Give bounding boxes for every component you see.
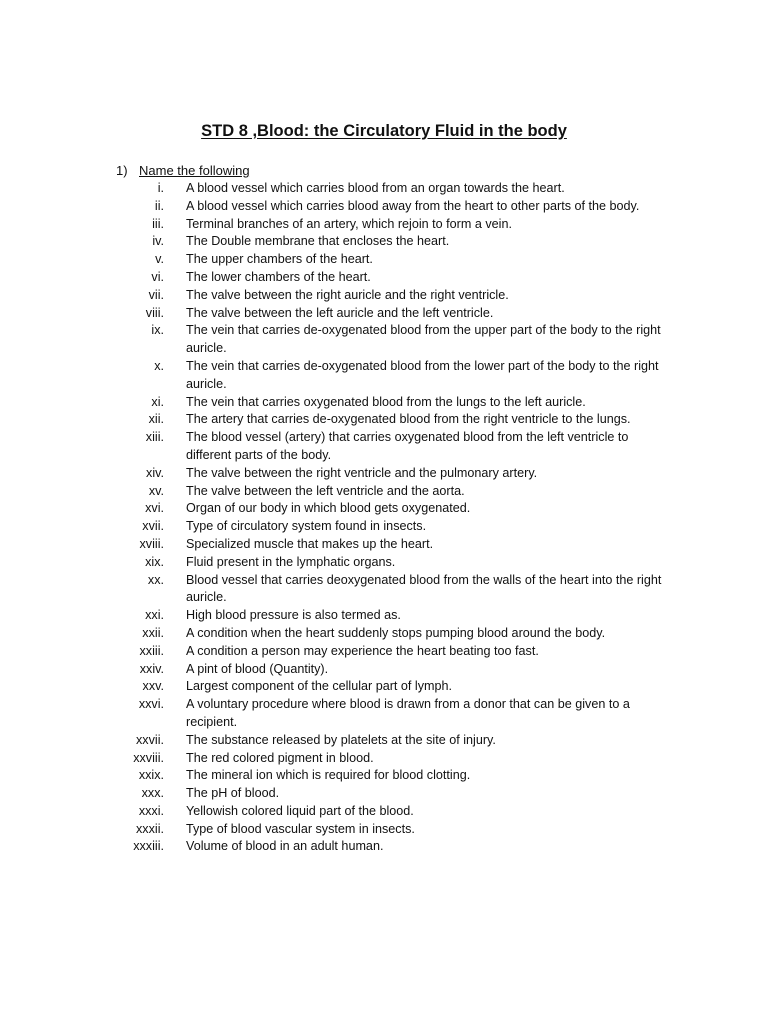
list-item [116, 269, 676, 287]
list-item [116, 607, 676, 625]
list-item [116, 483, 676, 501]
item-text: The pH of blood. [186, 786, 280, 801]
item-numeral: xxix. [138, 768, 164, 783]
item-numeral: viii. [145, 305, 164, 320]
list-item [116, 821, 676, 839]
list-item [116, 661, 676, 679]
item-numeral: xiv. [146, 465, 164, 480]
item-text: The Double membrane that encloses the heart. [186, 234, 450, 249]
question-number: 1) [116, 163, 128, 178]
item-numeral: xxxi. [138, 803, 164, 818]
item-numeral: xxvii. [136, 732, 164, 747]
item-numeral: xv. [148, 483, 164, 498]
item-text: The substance released by platelets at the site of injury. [186, 732, 496, 747]
list-item [116, 500, 676, 518]
item-numeral: i. [157, 181, 164, 195]
item-numeral: xx. [147, 572, 164, 587]
list-item [116, 233, 676, 251]
item-text: The mineral ion which is required for blood clotting. [186, 768, 471, 783]
list-item [116, 643, 676, 661]
item-text: Volume of blood in an adult human. [186, 839, 384, 854]
item-numeral: iii. [152, 216, 164, 231]
item-numeral: xviii. [139, 536, 164, 551]
list-item [116, 536, 676, 554]
item-numeral: xxviii. [133, 750, 164, 765]
item-text: A voluntary procedure where blood is drawn from a donor that can be given to a recipient. [186, 697, 630, 729]
list-item [116, 750, 676, 768]
item-text: A blood vessel which carries blood from an organ towards the heart. [186, 181, 565, 195]
item-text: The vein that carries oxygenated blood from the lungs to the left auricle. [186, 394, 586, 409]
page-title: STD 8 ,Blood: the Circulatory Fluid in the body [201, 122, 567, 140]
list-item [116, 732, 676, 750]
item-numeral: xi. [151, 394, 164, 409]
item-text: Type of blood vascular system in insects. [186, 821, 415, 836]
list-item [116, 305, 676, 323]
item-text: The blood vessel (artery) that carries oxygenated blood from the left ventricle to different parts of the body. [186, 430, 629, 462]
item-text: A blood vessel which carries blood away from the heart to other parts of the body. [186, 198, 640, 213]
item-numeral: iv. [152, 234, 164, 249]
question-text: Name the following [139, 163, 250, 178]
item-numeral: xiii. [145, 430, 164, 445]
item-numeral: xix. [145, 554, 164, 569]
list-item [116, 429, 676, 465]
list-item [116, 251, 676, 269]
item-text: Terminal branches of an artery, which rejoin to form a vein. [186, 216, 512, 231]
item-numeral: vi. [151, 269, 164, 284]
list-item [116, 216, 676, 234]
item-numeral: xvii. [142, 519, 164, 534]
item-numeral: xxiii. [139, 643, 164, 658]
item-text: The valve between the right auricle and the right ventricle. [186, 287, 509, 302]
list-item [116, 803, 676, 821]
list-item [116, 625, 676, 643]
list-item [116, 198, 676, 216]
list-item [116, 394, 676, 412]
item-text: The valve between the left ventricle and the aorta. [186, 483, 465, 498]
item-text: Largest component of the cellular part of lymph. [186, 679, 453, 694]
item-numeral: ii. [154, 198, 164, 213]
item-text: The valve between the left auricle and the left ventricle. [186, 305, 494, 320]
item-text: Yellowish colored liquid part of the blood. [186, 803, 414, 818]
question-list [116, 180, 676, 856]
item-text: Fluid present in the lymphatic organs. [186, 554, 396, 569]
item-numeral: vii. [148, 287, 164, 302]
item-numeral: x. [154, 358, 164, 373]
item-numeral: xxi. [145, 608, 164, 623]
list-item [116, 785, 676, 803]
item-text: Organ of our body in which blood gets oxygenated. [186, 501, 471, 516]
item-text: Type of circulatory system found in insects. [186, 519, 427, 534]
item-numeral: xvi. [145, 501, 164, 516]
list-item [116, 838, 676, 856]
item-text: The vein that carries de-oxygenated blood from the lower part of the body to the right auricle. [186, 358, 659, 391]
item-text: A pint of blood (Quantity). [186, 661, 329, 676]
list-item [116, 180, 676, 198]
list-item [116, 767, 676, 785]
item-numeral: xxiv. [139, 661, 164, 676]
item-text: The upper chambers of the heart. [186, 252, 373, 267]
item-numeral: xxx. [141, 786, 164, 801]
item-numeral: xxxiii. [133, 839, 164, 854]
item-text: The red colored pigment in blood. [186, 750, 374, 765]
item-text: The artery that carries de-oxygenated blood from the right ventricle to the lungs. [186, 412, 631, 427]
list-item [116, 696, 676, 732]
item-text: The valve between the right ventricle and the pulmonary artery. [186, 465, 538, 480]
item-numeral: xxxii. [136, 821, 164, 836]
list-item [116, 572, 676, 608]
item-numeral: v. [155, 252, 164, 267]
item-text: Blood vessel that carries deoxygenated blood from the walls of the heart into the right auricle. [186, 572, 662, 605]
item-numeral: xxv. [142, 679, 164, 694]
list-item [116, 358, 676, 394]
item-text: High blood pressure is also termed as. [186, 608, 401, 623]
list-item [116, 465, 676, 483]
list-item [116, 322, 676, 358]
item-numeral: xxii. [142, 625, 164, 640]
list-item [116, 411, 676, 429]
question-heading [116, 162, 250, 180]
list-item [116, 518, 676, 536]
item-text: Specialized muscle that makes up the heart. [186, 536, 434, 551]
list-item [116, 554, 676, 572]
item-text: A condition when the heart suddenly stops pumping blood around the body. [186, 625, 606, 640]
item-text: The lower chambers of the heart. [186, 269, 371, 284]
item-text: The vein that carries de-oxygenated blood from the upper part of the body to the right auricle. [186, 323, 661, 356]
list-item [116, 678, 676, 696]
item-numeral: xii. [148, 412, 164, 427]
item-text: A condition a person may experience the heart beating too fast. [186, 643, 539, 658]
list-item [116, 287, 676, 305]
item-numeral: xxvi. [138, 697, 164, 712]
item-numeral: ix. [151, 323, 164, 338]
